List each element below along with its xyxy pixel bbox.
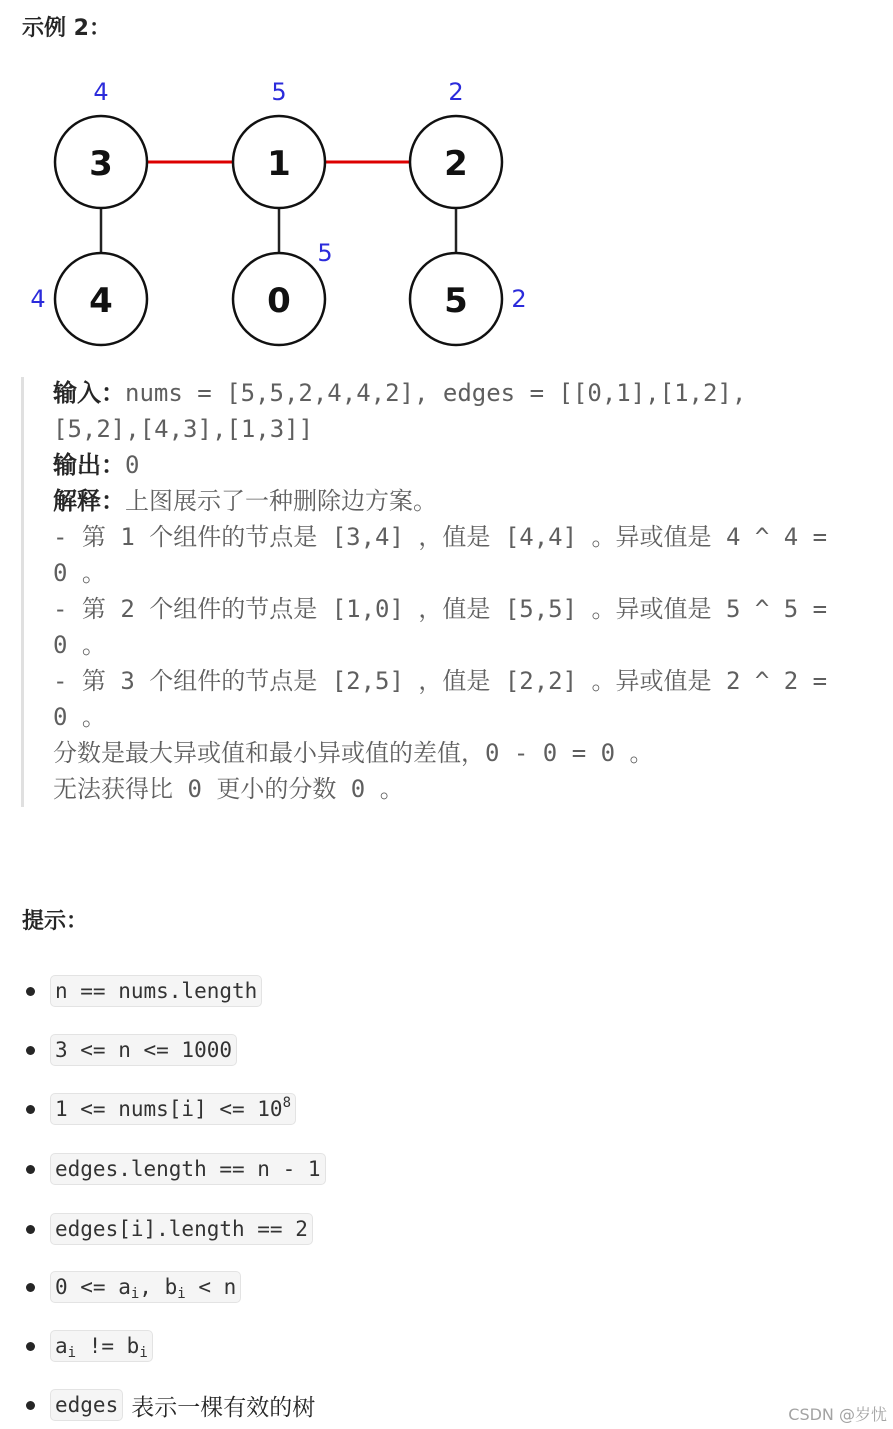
output-label: 输出：	[53, 451, 125, 479]
node-label: 5	[444, 281, 468, 321]
explain-detail: 无法获得比 0 更小的分数 0 。	[53, 775, 404, 803]
bullet-icon	[26, 1046, 35, 1055]
hint-item	[22, 1153, 326, 1185]
node-value: 5	[317, 239, 333, 267]
explain-detail: 0 。	[53, 559, 106, 587]
output-line	[53, 450, 139, 480]
bullet-icon	[26, 1225, 35, 1234]
hint-code-text: , b	[139, 1275, 178, 1299]
hint-code-text: < n	[185, 1275, 237, 1299]
output-value: 0	[125, 451, 140, 479]
hint-item	[22, 1213, 313, 1245]
hint-code: 3 <= n <= 1000	[50, 1034, 237, 1066]
bullet-icon	[26, 1105, 35, 1114]
node-value: 4	[30, 285, 46, 313]
bullet-icon	[26, 1165, 35, 1174]
explain-text: 上图展示了一种删除边方案。	[125, 487, 437, 515]
node-label: 1	[267, 144, 291, 184]
node-label: 2	[444, 144, 468, 184]
node-4	[30, 253, 147, 345]
hint-code	[50, 1093, 296, 1125]
node-2	[410, 78, 502, 208]
explain-detail: 分数是最大异或值和最小异或值的差值，0 - 0 = 0 。	[53, 739, 654, 767]
exponent: 8	[282, 1095, 292, 1111]
explain-label: 解释：	[53, 487, 125, 515]
node-5	[410, 253, 527, 345]
hint-item	[22, 1271, 241, 1303]
node-0	[233, 239, 333, 345]
input-label: 输入：	[53, 379, 125, 407]
node-3	[55, 78, 147, 208]
hint-code: n == nums.length	[50, 975, 262, 1007]
hint-code: edges	[50, 1389, 123, 1421]
hint-code-text: 1 <= nums[i] <= 10	[55, 1097, 283, 1121]
explain-detail: 0 。	[53, 703, 106, 731]
input-line	[53, 378, 746, 408]
node-label: 3	[89, 144, 113, 184]
explain-detail: - 第 1 个组件的节点是 [3,4] ，值是 [4,4] 。异或值是 4 ^ 4 =	[53, 523, 828, 551]
node-value: 4	[93, 78, 109, 106]
subscript: i	[177, 1286, 186, 1302]
hint-code: edges.length == n - 1	[50, 1153, 326, 1185]
hint-text: 表示一棵有效的树	[131, 1394, 316, 1421]
bullet-icon	[26, 987, 35, 996]
hints-heading: 提示：	[22, 909, 89, 934]
explain-detail: - 第 2 个组件的节点是 [1,0] ，值是 [5,5] 。异或值是 5 ^ 5 =	[53, 595, 828, 623]
watermark: CSDN @岁忧	[788, 1405, 887, 1424]
hint-item	[22, 1330, 153, 1362]
hint-code	[50, 1271, 241, 1303]
tree-diagram	[0, 60, 560, 360]
input-value: nums = [5,5,2,4,4,2], edges = [[0,1],[1,2],	[125, 379, 747, 407]
hint-item	[22, 1389, 315, 1421]
node-value: 5	[271, 78, 287, 106]
bullet-icon	[26, 1283, 35, 1292]
input-line-continued: [5,2],[4,3],[1,3]]	[53, 415, 314, 443]
bullet-icon	[26, 1401, 35, 1410]
hint-code: edges[i].length == 2	[50, 1213, 313, 1245]
hint-item	[22, 975, 262, 1007]
example-heading: 示例 2：	[22, 16, 111, 41]
node-value: 2	[448, 78, 464, 106]
node-value: 2	[511, 285, 527, 313]
hint-item	[22, 1034, 237, 1066]
explain-line	[53, 486, 437, 516]
hint-item	[22, 1093, 296, 1125]
hint-code	[50, 1330, 153, 1362]
node-label: 0	[267, 281, 291, 321]
explain-detail: - 第 3 个组件的节点是 [2,5] ，值是 [2,2] 。异或值是 2 ^ 2 =	[53, 667, 828, 695]
subscript: i	[67, 1345, 77, 1361]
explain-detail: 0 。	[53, 631, 106, 659]
node-1	[233, 78, 325, 208]
hint-code-text: a	[55, 1334, 68, 1358]
subscript: i	[130, 1286, 140, 1302]
subscript: i	[139, 1345, 148, 1361]
hint-code-text: != b	[76, 1334, 140, 1358]
hint-code-text: 0 <= a	[55, 1275, 131, 1299]
bullet-icon	[26, 1342, 35, 1351]
node-label: 4	[89, 281, 113, 321]
